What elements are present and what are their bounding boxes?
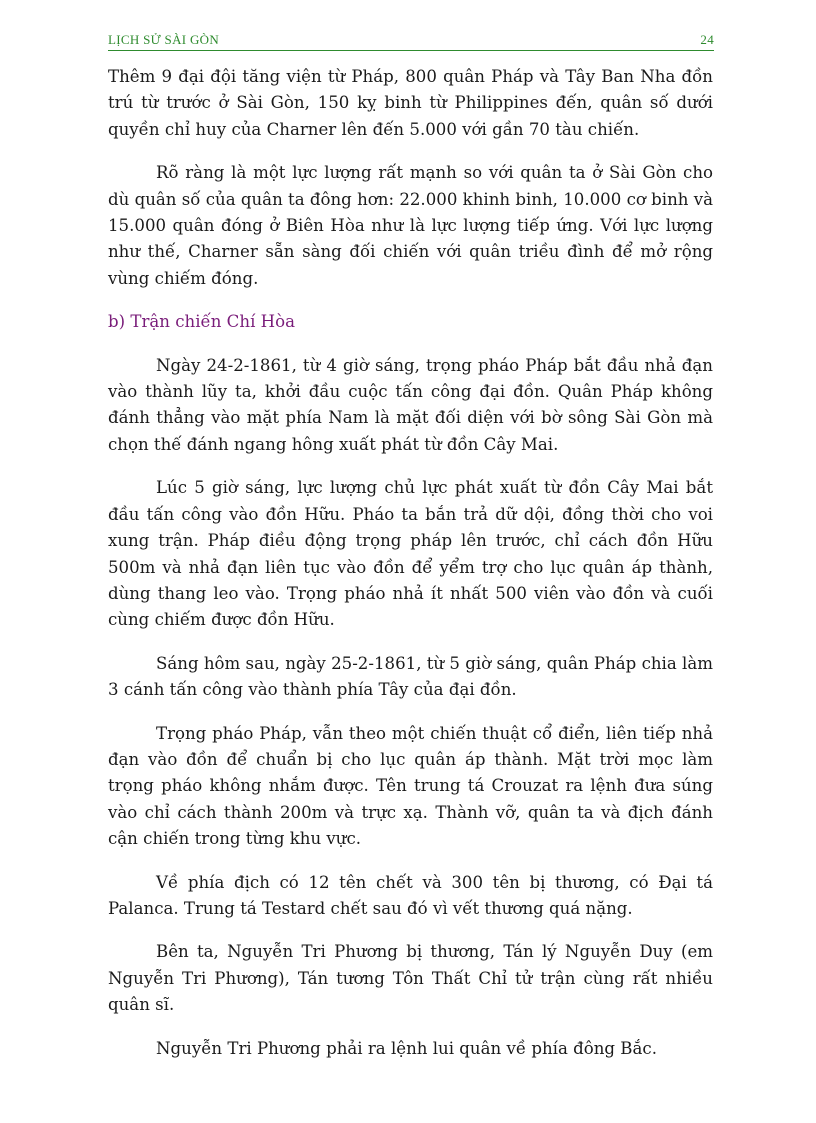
paragraph: Bên ta, Nguyễn Tri Phương bị thương, Tán lý Nguyễn Duy (em Nguyễn Tri Phương), Tán tương Tôn Thất Chỉ tử trận cùng rất nhiều quân sĩ. <box>108 942 713 1015</box>
page-body <box>108 64 713 1079</box>
page-number: 24 <box>700 32 714 47</box>
paragraph: Sáng hôm sau, ngày 25-2-1861, từ 5 giờ sáng, quân Pháp chia làm 3 cánh tấn công vào thành phía Tây của đại đồn. <box>108 653 713 700</box>
section-heading: b) Trận chiến Chí Hòa <box>108 312 296 332</box>
paragraph: Rõ ràng là một lực lượng rất mạnh so với quân ta ở Sài Gòn cho dù quân số của quân ta đông hơn: 22.000 khinh binh, 10.000 cơ binh và 15.000 quân đóng ở Biên Hòa như là lực lượng tiếp ứng. Với lực lượng như thế, Charner sẵn sàng đối chiến với quân triều đình để mở rộng vùng chiếm đóng. <box>108 163 713 288</box>
paragraph: Về phía địch có 12 tên chết và 300 tên bị thương, có Đại tá Palanca. Trung tá Testard chết sau đó vì vết thương quá nặng. <box>108 872 713 918</box>
book-title: LỊCH SỬ SÀI GÒN <box>108 32 220 47</box>
paragraph: Thêm 9 đại đội tăng viện từ Pháp, 800 quân Pháp và Tây Ban Nha đồn trú từ trước ở Sài Gòn, 150 kỵ binh từ Philippines đến, quân số dưới quyền chỉ huy của Charner lên đến 5.000 với gần 70 tàu chiến. <box>108 67 713 139</box>
paragraph: Trọng pháo Pháp, vẫn theo một chiến thuật cổ điển, liên tiếp nhả đạn vào đồn để chuẩn bị cho lục quân áp thành. Mặt trời mọc làm trọng pháo không nhắm được. Tên trung tá Crouzat ra lệnh đưa súng vào chỉ cách thành 200m và trực xạ. Thành vỡ, quân ta và địch đánh cận chiến trong từng khu vực. <box>108 723 713 849</box>
running-header <box>108 32 714 51</box>
paragraph: Lúc 5 giờ sáng, lực lượng chủ lực phát xuất từ đồn Cây Mai bắt đầu tấn công vào đồn Hữu. Pháo ta bắn trả dữ dội, đồng thời cho voi xung trận. Pháp điều động trọng pháp lên trước, chỉ cách đồn Hữu 500m và nhả đạn liên tục vào đồn để yểm trợ cho lục quân áp thành, dùng thang leo vào. Trọng pháo nhả ít nhất 500 viên vào đồn và cuối cùng chiếm được đồn Hữu. <box>108 478 713 630</box>
paragraph: Nguyễn Tri Phương phải ra lệnh lui quân về phía đông Bắc. <box>156 1038 657 1058</box>
paragraph: Ngày 24-2-1861, từ 4 giờ sáng, trọng pháo Pháp bắt đầu nhả đạn vào thành lũy ta, khởi đầu cuộc tấn công đại đồn. Quân Pháp không đánh thẳng vào mặt phía Nam là mặt đối diện với bờ sông Sài Gòn mà chọn thế đánh ngang hông xuất phát từ đồn Cây Mai. <box>108 355 713 454</box>
